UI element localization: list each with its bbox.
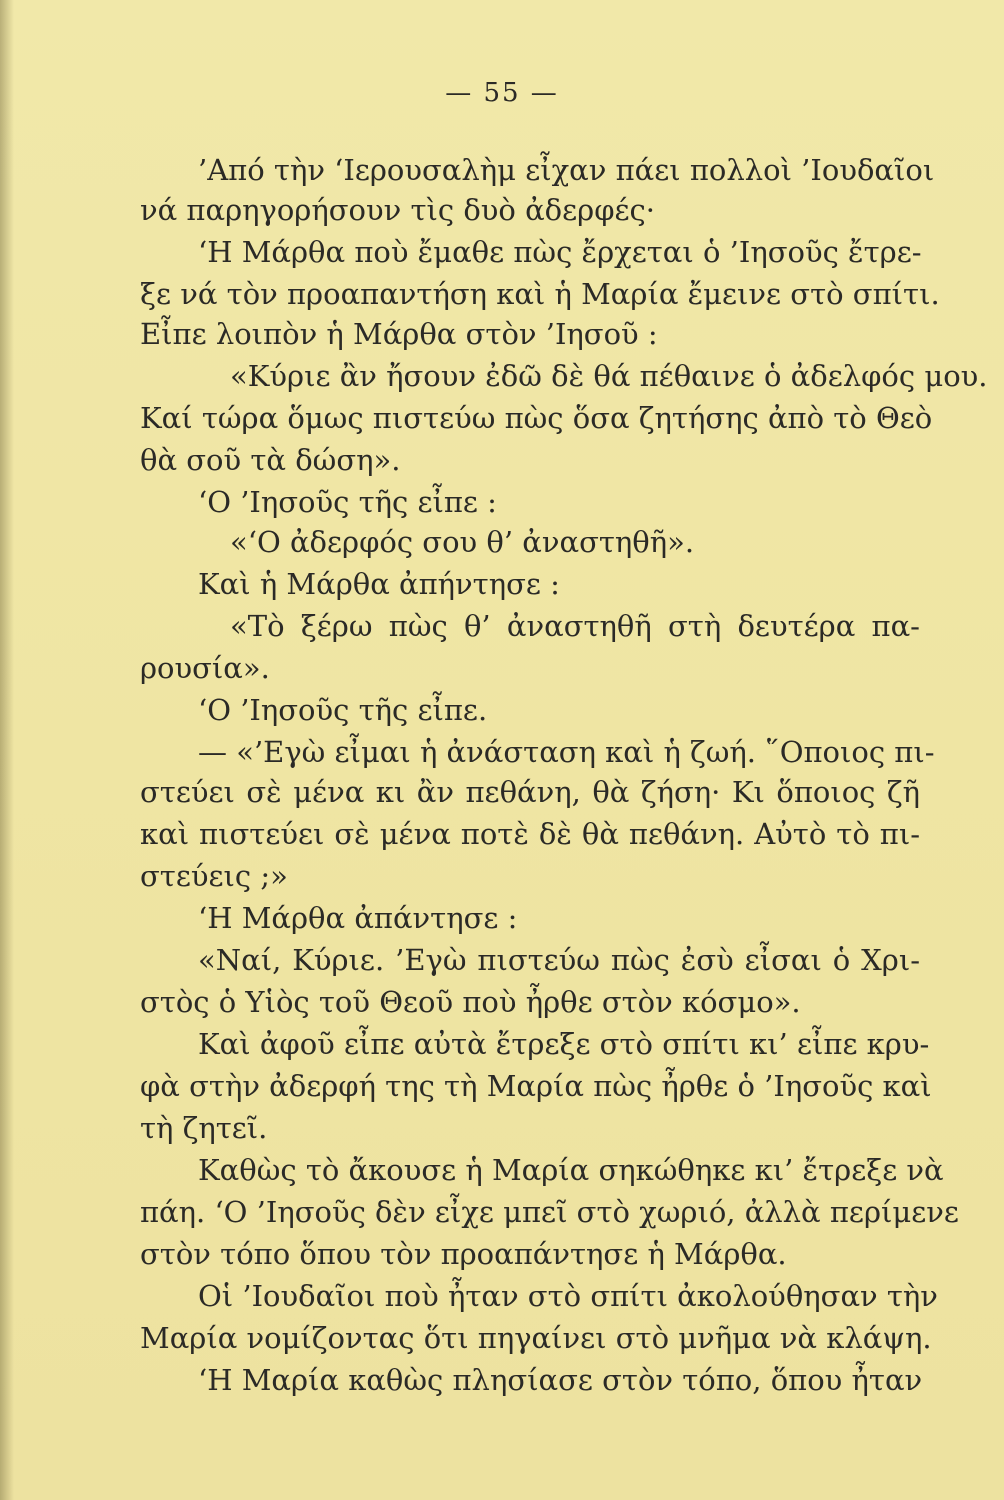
text-line: Καὶ ἀφοῦ εἶπε αὐτὰ ἔτρεξε στὸ σπίτι κι’ εἶπε κρυ- — [198, 1027, 930, 1061]
text-line: Καὶ ἡ Μάρθα ἀπήντησε : — [198, 567, 560, 601]
text-line: καὶ πιστεύει σὲ μένα ποτὲ δὲ θὰ πεθάνη. Αὐτὸ τὸ πι- — [140, 817, 920, 851]
text-line: στεύει σὲ μένα κι ἂν πεθάνη, θὰ ζήση· Κι ὅποιος ζῆ — [140, 775, 920, 809]
text-line: ‘Ο ’Ιησοῦς τῆς εἶπε. — [198, 693, 488, 727]
text-line: «Κύριε ἂν ἤσουν ἐδῶ δὲ θά πέθαινε ὁ ἀδελφός μου. — [230, 359, 988, 393]
text-line: φὰ στὴν ἀδερφή της τὴ Μαρία πὼς ἦρθε ὁ ’Ιησοῦς καὶ — [140, 1069, 932, 1103]
text-line: θὰ σοῦ τὰ δώση». — [140, 443, 401, 477]
text-line: στεύεις ;» — [140, 859, 288, 893]
page-edge — [0, 0, 14, 1500]
text-line: Εἶπε λοιπὸν ἡ Μάρθα στὸν ’Ιησοῦ : — [140, 317, 658, 351]
text-line: στὸς ὁ Υἱὸς τοῦ Θεοῦ ποὺ ἦρθε στὸν κόσμο». — [140, 985, 801, 1019]
text-line: στὸν τόπο ὅπου τὸν προαπάντησε ἡ Μάρθα. — [140, 1237, 787, 1271]
text-line: ‘Η Μάρθα ποὺ ἔμαθε πὼς ἔρχεται ὁ ’Ιησοῦς ἔτρε- — [198, 235, 922, 269]
text-line: Καθὼς τὸ ἄκουσε ἡ Μαρία σηκώθηκε κι’ ἔτρεξε νὰ — [198, 1153, 944, 1187]
text-line: πάη. ‘Ο ’Ιησοῦς δὲν εἶχε μπεῖ στὸ χωριό, ἀλλὰ περίμενε — [140, 1195, 959, 1229]
text-line: — «’Εγὼ εἶμαι ἡ ἀνάσταση καὶ ἡ ζωή. ῞Οποιος πι- — [198, 735, 935, 769]
text-line: «‘Ο ἀδερφός σου θ’ ἀναστηθῆ». — [230, 525, 695, 559]
text-line: «Τὸ ξέρω πὼς θ’ ἀναστηθῆ στὴ δευτέρα πα- — [230, 609, 920, 643]
text-line: ‘Η Μαρία καθὼς πλησίασε στὸν τόπο, ὅπου ἦταν — [198, 1363, 923, 1397]
text-line: Μαρία νομίζοντας ὅτι πηγαίνει στὸ μνῆμα νὰ κλάψη. — [140, 1321, 932, 1355]
text-line: ’Από τὴν ‘Ιερουσαλὴμ εἶχαν πάει πολλοὶ ’Ιουδαῖοι — [198, 153, 935, 187]
text-line: τὴ ζητεῖ. — [140, 1111, 268, 1145]
page-number: — 55 — — [445, 78, 559, 108]
text-line: ‘Η Μάρθα ἀπάντησε : — [198, 901, 518, 935]
text-line: ρουσία». — [140, 651, 270, 685]
text-line: ξε νά τὸν προαπαντήση καὶ ἡ Μαρία ἔμεινε στὸ σπίτι. — [140, 277, 940, 311]
text-line: Οἱ ’Ιουδαῖοι ποὺ ἦταν στὸ σπίτι ἀκολούθησαν τὴν — [198, 1279, 938, 1313]
text-line: Καί τώρα ὅμως πιστεύω πὼς ὅσα ζητήσης ἀπὸ τὸ Θεὸ — [140, 401, 933, 435]
text-line: «Ναί, Κύριε. ’Εγὼ πιστεύω πὼς ἐσὺ εἶσαι ὁ Χρι- — [198, 943, 920, 977]
text-line: νά παρηγορήσουν τὶς δυὸ ἀδερφές· — [140, 193, 655, 227]
text-line: ‘Ο ’Ιησοῦς τῆς εἶπε : — [198, 485, 497, 519]
